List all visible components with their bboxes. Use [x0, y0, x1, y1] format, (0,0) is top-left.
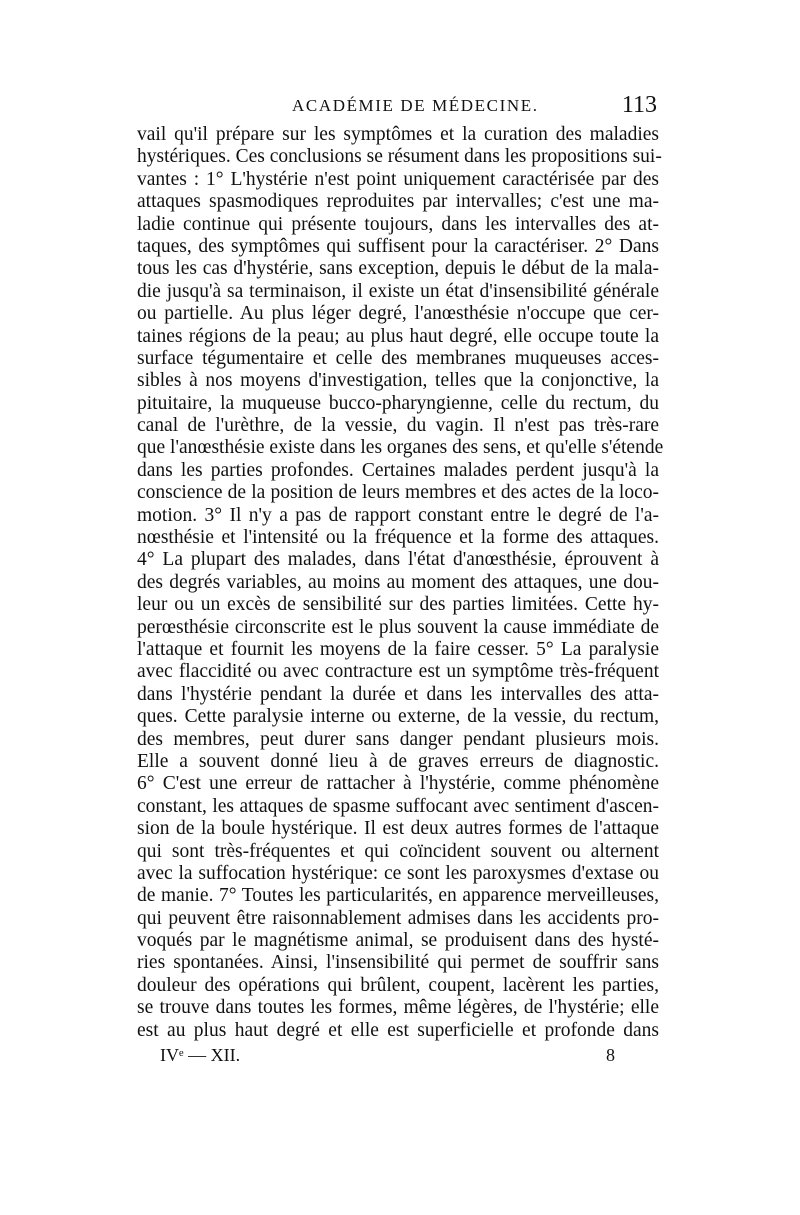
text-line: canal de l'urèthre, de la vessie, du vagin. Il n'est pas très-rare — [137, 415, 659, 437]
text-line: motion. 3° Il n'y a pas de rapport constant entre le degré de l'a- — [137, 504, 659, 526]
page-number: 113 — [621, 92, 657, 118]
text-line: pituitaire, la muqueuse bucco-pharyngienne, celle du rectum, du — [137, 392, 659, 414]
text-line: 6° C'est une erreur de rattacher à l'hystérie, comme phénomène — [137, 773, 659, 795]
text-line: conscience de la position de leurs membres et des actes de la loco- — [137, 482, 659, 504]
text-line: ladie continue qui présente toujours, dans les intervalles des at- — [137, 213, 659, 235]
text-line: avec la suffocation hystérique: ce sont les paroxysmes d'extase ou — [137, 862, 659, 884]
text-line: de manie. 7° Toutes les particularités, en apparence merveilleuses, — [137, 885, 659, 907]
text-line: qui sont très-fréquentes et qui coïncident souvent ou alternent — [137, 840, 659, 862]
signature-mark: IVᵉ — XII. — [160, 1045, 241, 1065]
text-line: des membres, peut durer sans danger pendant plusieurs mois. — [137, 728, 659, 750]
text-line: vantes : 1° L'hystérie n'est point uniquement caractérisée par des — [137, 168, 659, 190]
text-line: vail qu'il prépare sur les symptômes et la curation des maladies — [137, 124, 659, 145]
page-footer — [160, 1045, 620, 1073]
text-line: se trouve dans toutes les formes, même légères, de l'hystérie; elle — [137, 997, 659, 1019]
text-line: leur ou un excès de sensibilité sur des parties limitées. Cette hy- — [137, 594, 659, 616]
text-line: taines régions de la peau; au plus haut degré, elle occupe toute la — [137, 325, 659, 347]
text-line: tous les cas d'hystérie, sans exception, depuis le début de la mala- — [137, 258, 659, 280]
text-line: constant, les attaques de spasme suffocant avec sentiment d'ascen- — [137, 795, 659, 817]
text-line: hystériques. Ces conclusions se résument dans les propositions sui- — [137, 146, 662, 168]
text-line: 4° La plupart des malades, dans l'état d'anœsthésie, éprouvent à — [137, 549, 659, 571]
text-line: Elle a souvent donné lieu à de graves erreurs de diagnostic. — [137, 750, 659, 772]
running-title: ACADÉMIE DE MÉDECINE. — [292, 96, 539, 115]
text-line: des degrés variables, au moins au moment des attaques, une dou- — [137, 571, 659, 593]
text-line: taques, des symptômes qui suffisent pour la caractériser. 2° Dans — [137, 235, 659, 257]
text-line: qui peuvent être raisonnablement admises dans les accidents pro- — [137, 907, 659, 929]
text-line: est au plus haut degré et elle est superficielle et profonde dans — [137, 1019, 659, 1041]
text-line: ques. Cette paralysie interne ou externe, de la vessie, du rectum, — [137, 706, 659, 728]
text-line: avec flaccidité ou avec contracture est un symptôme très-fréquent — [137, 661, 659, 683]
text-line: nœsthésie et l'intensité ou la fréquence et la forme des attaques. — [137, 527, 659, 549]
text-line: perœsthésie circonscrite est le plus souvent la cause immédiate de — [137, 616, 659, 638]
text-line: que l'anœsthésie existe dans les organes des sens, et qu'elle s'étende — [137, 437, 664, 459]
signature-number: 8 — [606, 1045, 615, 1065]
text-line: dans les parties profondes. Certaines malades perdent jusqu'à la — [137, 459, 659, 481]
text-line: dans l'hystérie pendant la durée et dans les intervalles des atta- — [137, 683, 659, 705]
text-line: sibles à nos moyens d'investigation, telles que la conjonctive, la — [137, 370, 659, 392]
text-line: voqués par le magnétisme animal, se produisent dans des hysté- — [137, 930, 659, 952]
text-line: douleur des opérations qui brûlent, coupent, lacèrent les parties, — [137, 974, 659, 996]
text-line: attaques spasmodiques reproduites par intervalles; c'est une ma- — [137, 191, 659, 213]
text-line: ries spontanées. Ainsi, l'insensibilité qui permet de souffrir sans — [137, 952, 659, 974]
text-line: l'attaque et fournit les moyens de la faire cesser. 5° La paralysie — [137, 638, 659, 660]
body-text — [137, 124, 664, 1042]
text-line: surface tégumentaire et celle des membranes muqueuses acces- — [137, 347, 659, 369]
text-line: die jusqu'à sa terminaison, il existe un état d'insensibilité générale — [137, 280, 659, 302]
page-header — [137, 92, 657, 124]
text-line: ou partielle. Au plus léger degré, l'anœsthésie n'occupe que cer- — [137, 303, 659, 325]
text-line: sion de la boule hystérique. Il est deux autres formes de l'attaque — [137, 818, 659, 840]
